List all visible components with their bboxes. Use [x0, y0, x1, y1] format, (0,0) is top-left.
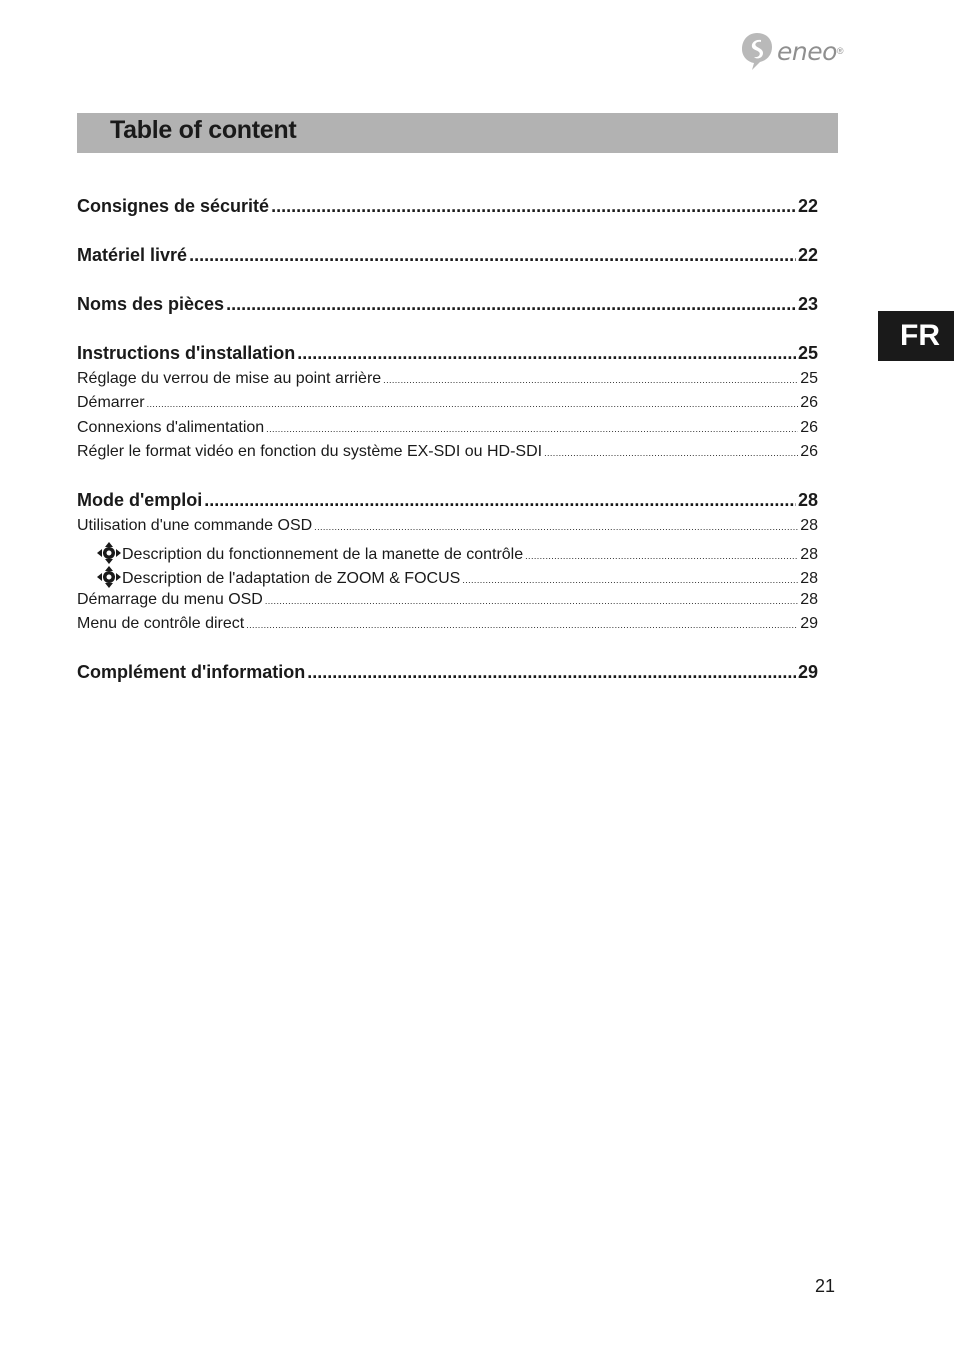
toc-entry-label: Consignes de sécurité: [77, 196, 270, 216]
toc-entry-label: Utilisation d'une commande OSD: [77, 517, 313, 534]
toc-entry-label: Instructions d'installation: [77, 343, 296, 363]
joystick-icon: [97, 566, 121, 588]
toc-entry-label-wrap: [97, 542, 523, 564]
toc-subentry[interactable]: [77, 542, 818, 564]
toc-subentry[interactable]: [77, 615, 818, 633]
toc-entry[interactable]: [77, 662, 818, 683]
logo-registered-mark: ®: [836, 46, 844, 56]
dot-leader: [544, 443, 798, 461]
dot-leader: [246, 615, 798, 633]
dot-leader: [383, 370, 798, 388]
toc-entry-label: Complément d'information: [77, 662, 306, 682]
toc-entry-label: Connexions d'alimentation: [77, 419, 265, 436]
eneo-logo: [740, 30, 844, 72]
dot-leader: [265, 591, 798, 609]
toc-entry-page: 28: [800, 591, 818, 608]
toc-entry-label: Démarrage du menu OSD: [77, 591, 263, 608]
toc-subentry[interactable]: [77, 591, 818, 609]
toc-entry-page: 23: [797, 294, 818, 314]
toc-entry-label-wrap: [97, 566, 460, 588]
toc-subentry[interactable]: [77, 566, 818, 588]
toc-entry-page: 28: [797, 490, 818, 510]
toc-entry-page: 28: [800, 517, 818, 534]
page-number: 21: [815, 1276, 836, 1296]
eneo-logo-icon: [740, 31, 774, 71]
toc-entry-page: 29: [800, 615, 818, 632]
toc-entry-label: Description de l'adaptation de ZOOM & FOCUS: [122, 570, 461, 587]
joystick-icon: [97, 542, 121, 564]
dot-leader: [147, 394, 799, 412]
title-bar: [77, 113, 838, 153]
toc-entry-label: Matériel livré: [77, 245, 188, 265]
toc-entry-page: 28: [800, 570, 818, 587]
dot-leader: [189, 245, 796, 266]
dot-leader: [525, 546, 798, 564]
toc-subentry[interactable]: [77, 394, 818, 412]
toc-entry-page: 22: [797, 196, 818, 216]
toc-entry-page: 28: [800, 546, 818, 563]
toc-entry-label: Menu de contrôle direct: [77, 615, 245, 632]
toc-entry-page: 22: [797, 245, 818, 265]
toc-subentry[interactable]: [77, 443, 818, 461]
toc-entry-page: 29: [797, 662, 818, 682]
toc-entry-label: Régler le format vidéo en fonction du système EX-SDI ou HD-SDI: [77, 443, 543, 460]
dot-leader: [271, 196, 796, 217]
toc-entry[interactable]: [77, 294, 818, 315]
logo-text: eneo: [777, 36, 837, 66]
toc-subentry[interactable]: [77, 419, 818, 437]
dot-leader: [462, 570, 798, 588]
toc-entry[interactable]: [77, 343, 818, 364]
toc-subentry[interactable]: [77, 370, 818, 388]
toc-entry-label: Mode d'emploi: [77, 490, 203, 510]
toc-entry[interactable]: [77, 196, 818, 217]
toc-entry-label: Description du fonctionnement de la manette de contrôle: [122, 546, 524, 563]
dot-leader: [314, 517, 798, 535]
toc-entry-page: 25: [800, 370, 818, 387]
toc-entry-page: 25: [797, 343, 818, 363]
dot-leader: [204, 490, 796, 511]
toc-entry-label: Démarrer: [77, 394, 145, 411]
toc-subentry[interactable]: [77, 517, 818, 535]
page-title: Table of content: [110, 116, 297, 144]
dot-leader: [266, 419, 798, 437]
toc-entry[interactable]: [77, 245, 818, 266]
language-tab: FR: [878, 311, 954, 361]
toc-entry-page: 26: [800, 419, 818, 436]
dot-leader: [226, 294, 796, 315]
toc-entry-page: 26: [800, 443, 818, 460]
toc-entry-label: Réglage du verrou de mise au point arrière: [77, 370, 382, 387]
toc-entry[interactable]: [77, 490, 818, 511]
toc-entry-label: Noms des pièces: [77, 294, 225, 314]
dot-leader: [297, 343, 796, 364]
toc-entry-page: 26: [800, 394, 818, 411]
dot-leader: [307, 662, 796, 683]
